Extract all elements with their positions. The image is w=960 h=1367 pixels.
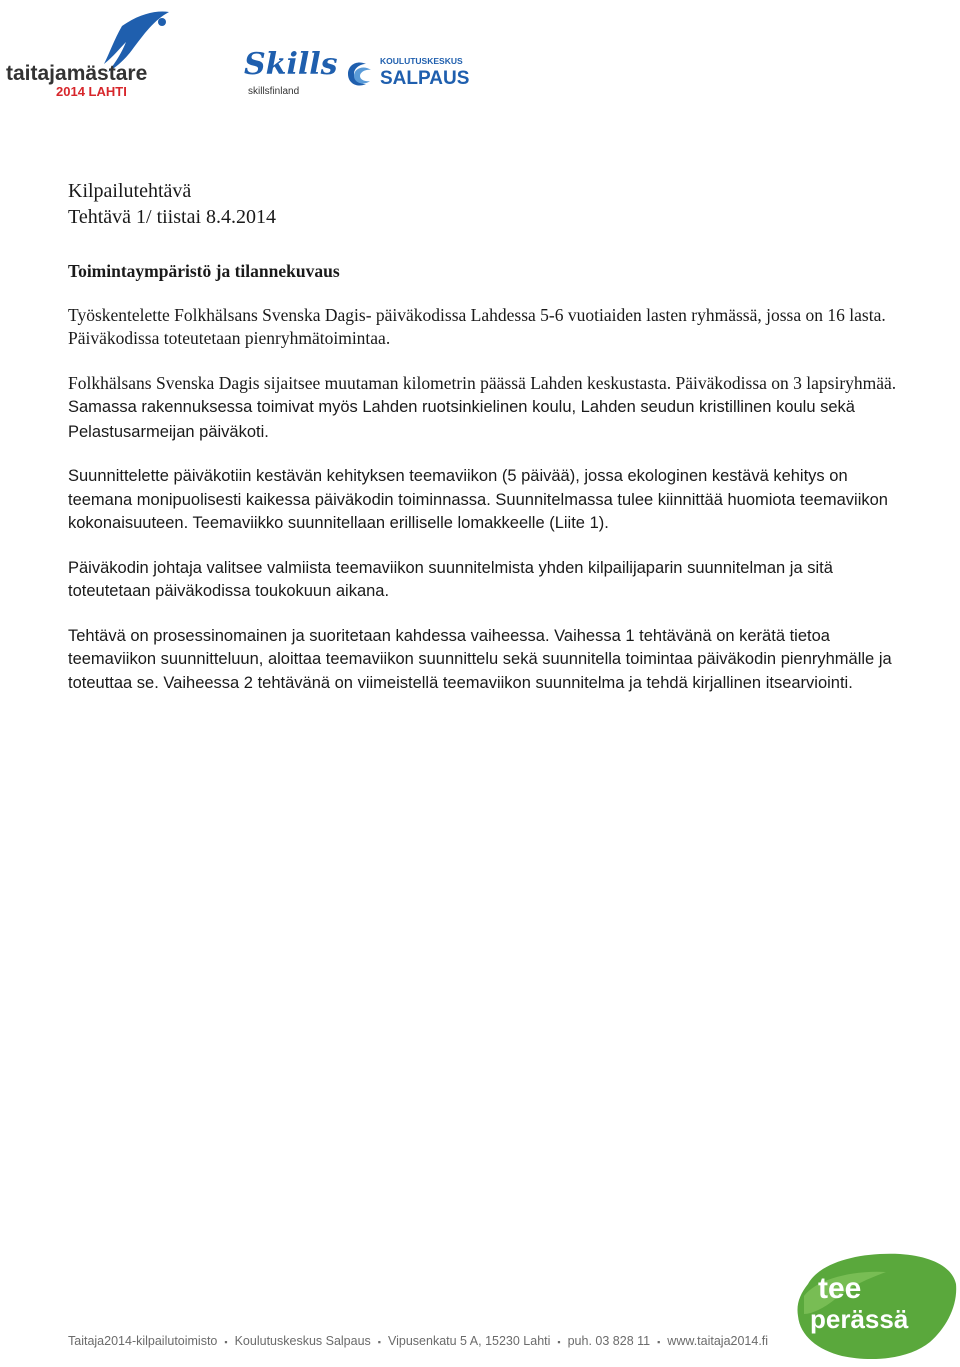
footer-website: www.taitaja2014.fi — [667, 1334, 769, 1348]
tee-logo-line1: tee — [818, 1272, 862, 1305]
skills-logo-text: Skills — [244, 47, 338, 82]
skillsfinland-logo — [236, 40, 338, 100]
tee-logo-line2: perässä — [810, 1304, 909, 1334]
footer-office: Taitaja2014-kilpailutoimisto — [68, 1334, 218, 1348]
footer-organization: Koulutuskeskus Salpaus — [234, 1334, 371, 1348]
paragraph-3-part-1: Suunnittelette päiväkotiin kestävän kehityksen teemaviikon (5 päivää), jossa ekologinen kestävä kehitys on teemana monipuolisesti kaikessa päiväkodin toiminnassa. — [68, 467, 848, 509]
footer-separator: ▪ — [224, 1336, 228, 1347]
footer-address: Vipusenkatu 5 A, 15230 Lahti — [388, 1334, 551, 1348]
footer-separator: ▪ — [377, 1336, 381, 1347]
paragraph-2-serif: Folkhälsans Svenska Dagis sijaitsee muutaman kilometrin päässä Lahden keskustasta. Päiväkodissa on 3 lapsiryhmää. — [68, 372, 897, 393]
salpaus-logo — [344, 52, 484, 92]
document-header — [0, 0, 960, 120]
paragraph-2 — [68, 372, 898, 445]
tee-perassa-logo — [790, 1244, 958, 1364]
paragraph-3-part-2: Suunnitelmassa tulee kiinnittää huomiota teemaviikon kokonaisuuteen. Teemaviikko suunnitellaan erilliselle lomakkeelle (Liite 1). — [68, 490, 888, 532]
taitaja-logo — [4, 4, 194, 99]
document-subtitle: Tehtävä 1/ tiistai 8.4.2014 — [68, 206, 277, 228]
taitaja-swoosh-dot — [158, 18, 166, 26]
salpaus-logo-top: KOULUTUSKESKUS — [380, 56, 463, 66]
document-body — [68, 178, 898, 716]
footer-separator: ▪ — [657, 1336, 661, 1347]
paragraph-5: Tehtävä on prosessinomainen ja suoritetaan kahdessa vaiheessa. Vaihessa 1 tehtävänä on kerätä tietoa teemaviikon suunnitteluun, aloittaa teemaviikon suunnittelu sekä suunnitella toimintaa päiväkodin pienryhmälle ja toteuttaa se. Vaiheessa 2 tehtävänä on viimeistellä teemaviikon suunnitelma ja tehdä kirjallinen itsearviointi. — [68, 626, 892, 692]
paragraph-4: Päiväkodin johtaja valitsee valmiista teemaviikon suunnitelmista yhden kilpailijaparin suunnitelman ja sitä toteutetaan päiväkodissa toukokuun aikana. — [68, 558, 833, 600]
section-heading: Toimintaympäristö ja tilannekuvaus — [68, 261, 340, 281]
footer-separator: ▪ — [557, 1336, 561, 1347]
paragraph-2-sans: Samassa rakennuksessa toimivat myös Lahden ruotsinkielinen koulu, Lahden seudun kristillinen koulu sekä Pelastusarmeijan päiväkoti. — [68, 398, 855, 441]
taitaja-logo-text: taitajamästare — [6, 62, 148, 85]
footer-phone: puh. 03 828 11 — [567, 1334, 651, 1348]
salpaus-logo-main: SALPAUS — [380, 68, 470, 89]
taitaja-logo-year: 2014 LAHTI — [56, 84, 127, 99]
paragraph-1: Työskentelette Folkhälsans Svenska Dagis- päiväkodissa Lahdessa 5-6 vuotiaiden lasten ryhmässä, jossa on 16 lasta. Päiväkodissa toteutetaan pienryhmätoimintaa. — [68, 304, 886, 348]
document-footer — [68, 1334, 768, 1348]
skills-logo-sub: skillsfinland — [248, 86, 300, 97]
paragraph-3 — [68, 465, 898, 536]
document-title: Kilpailutehtävä — [68, 180, 192, 202]
